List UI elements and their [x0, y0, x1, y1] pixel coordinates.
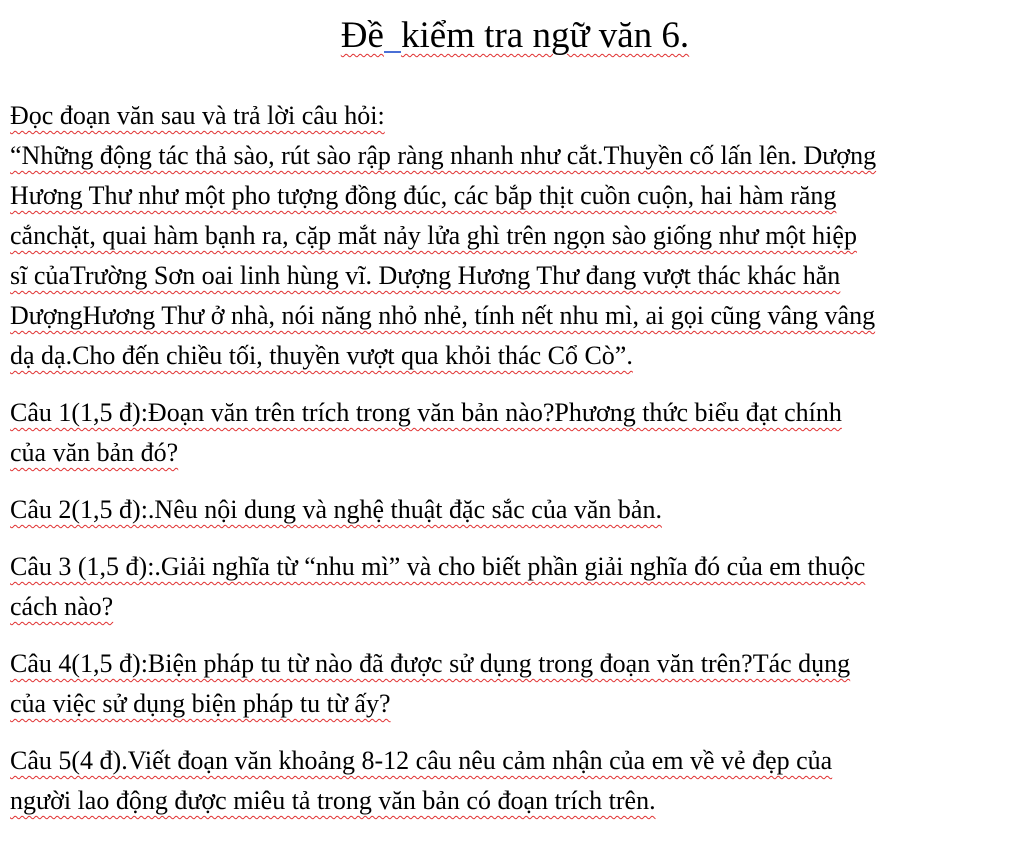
- question-line: Câu 4(1,5 đ):Biện pháp tu từ nào đã được sử dụng trong đoạn văn trên?Tác dụng: [10, 649, 851, 678]
- passage-line: Hương Thư như một pho tượng đồng đúc, các bắp thịt cuồn cuộn, hai hàm răng: [10, 181, 837, 210]
- title-word-de: Đề: [340, 15, 384, 56]
- question-line: cách nào?: [10, 592, 114, 621]
- question-2: [10, 490, 1020, 530]
- passage-line: sĩ củaTrường Sơn oai linh hùng vĩ. Dượng Hương Thư đang vượt thác khác hẳn: [10, 261, 841, 290]
- passage-block: [10, 96, 1020, 376]
- question-1: [10, 393, 1020, 473]
- question-line: Câu 2(1,5 đ):.Nêu nội dung và nghệ thuật đặc sắc của văn bản.: [10, 495, 662, 524]
- question-line: Câu 3 (1,5 đ):.Giải nghĩa từ “nhu mì” và cho biết phần giải nghĩa đó của em thuộc: [10, 552, 866, 581]
- title-rest: kiểm tra ngữ văn 6.: [400, 15, 690, 56]
- passage-line: cắnchặt, quai hàm bạnh ra, cặp mắt nảy lửa ghì trên ngọn sào giống như một hiệp: [10, 221, 857, 250]
- question-line: Câu 5(4 đ).Viết đoạn văn khoảng 8-12 câu nêu cảm nhận của em về vẻ đẹp của: [10, 746, 833, 775]
- question-3: [10, 547, 1020, 627]
- passage-line: dạ dạ.Cho đến chiều tối, thuyền vượt qua khỏi thác Cổ Cò”.: [10, 341, 633, 370]
- question-line: của việc sử dụng biện pháp tu từ ấy?: [10, 689, 391, 718]
- grammar-marker: [384, 51, 401, 53]
- passage-line: “Những động tác thả sào, rút sào rập ràng nhanh như cắt.Thuyền cố lấn lên. Dượng: [10, 141, 877, 170]
- question-line: của văn bản đó?: [10, 438, 179, 467]
- question-4: [10, 644, 1020, 724]
- question-5: [10, 741, 1020, 821]
- passage-line: DượngHương Thư ở nhà, nói năng nhỏ nhẻ, tính nết nhu mì, ai gọi cũng vâng vâng: [10, 301, 876, 330]
- intro-line: Đọc đoạn văn sau và trả lời câu hỏi:: [10, 101, 385, 130]
- document-title: [10, 14, 1020, 58]
- question-line: Câu 1(1,5 đ):Đoạn văn trên trích trong văn bản nào?Phương thức biểu đạt chính: [10, 398, 842, 427]
- question-line: người lao động được miêu tả trong văn bản có đoạn trích trên.: [10, 786, 656, 815]
